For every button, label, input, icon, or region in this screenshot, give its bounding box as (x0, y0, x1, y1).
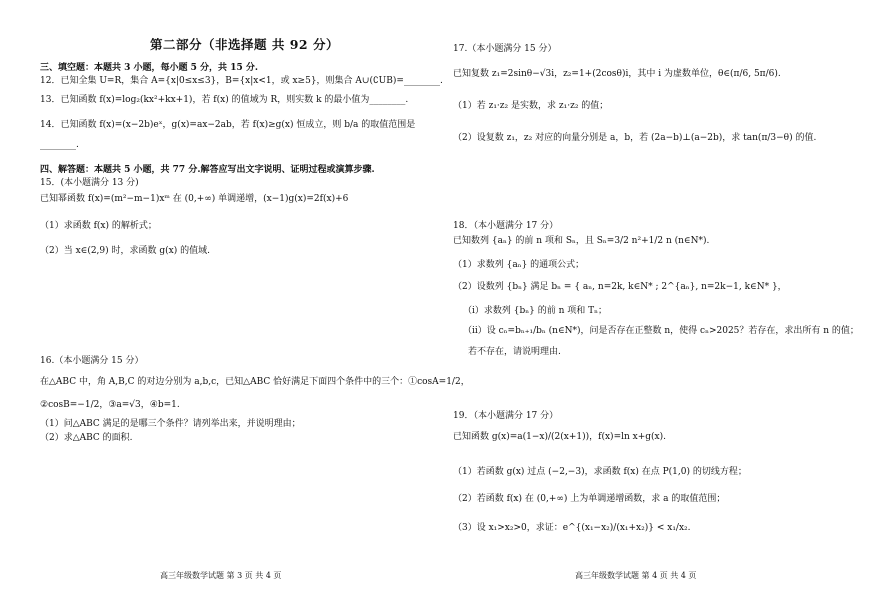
question-19-header: 19．（本小题满分 17 分） (453, 411, 559, 421)
question-16-stem: 在△ABC 中，角 A,B,C 的对边分别为 a,b,c，已知△ABC 恰好满足下面四个条件中的三个：①cosA=1/2， (40, 377, 470, 387)
part-title: 第二部分（非选择题 共 92 分） (150, 37, 339, 52)
question-16-part-2: （2）求△ABC 的面积. (40, 433, 133, 443)
question-19-part-2: （2）若函数 f(x) 在 (0,+∞) 上为单调递增函数，求 a 的取值范围； (453, 494, 726, 504)
question-14: 14．已知函数 f(x)=(x−2b)eˣ，g(x)=ax−2ab，若 f(x)≥g(x) 恒成立，则 b/a 的取值范围是 (40, 120, 416, 130)
page-footer-left: 高三年级数学试题 第 3 页 共 4 页 (160, 571, 282, 580)
question-16-part-1: （1）问△ABC 满足的是哪三个条件？请列举出来，并说明理由； (40, 419, 301, 429)
question-19-part-1: （1）若函数 g(x) 过点 (−2,−3)，求函数 f(x) 在点 P(1,0) 的切线方程； (453, 467, 747, 477)
question-18-part-2-ii: （ii）设 cₙ=bₙ₊₁/bₙ (n∈N*)，问是否存在正整数 n，使得 cₙ>2025？若存在，求出所有 n 的值； (463, 326, 859, 336)
question-15-stem: 已知幂函数 f(x)=(m²−m−1)xᵐ 在 (0,+∞) 单调递增，(x−1)g(x)=2f(x)+6 (40, 194, 349, 204)
question-18-part-1: （1）求数列 {aₙ} 的通项公式； (453, 260, 585, 270)
question-15-part-1: （1）求函数 f(x) 的解析式； (40, 221, 157, 231)
question-12: 12．已知全集 U=R，集合 A={x|0≤x≤3}，B={x|x<1，或 x≥5}，则集合 A∪(∁UB)=________. (40, 76, 443, 86)
question-18-header: 18．（本小题满分 17 分） (453, 221, 559, 231)
question-18-part-2-i: （i）求数列 {bₙ} 的前 n 项和 Tₙ； (463, 306, 607, 316)
question-18-stem: 已知数列 {aₙ} 的前 n 项和 Sₙ，且 Sₙ=3/2 n²+1/2 n (n∈N*). (453, 236, 710, 246)
question-17-stem: 已知复数 z₁=2sinθ−√3i，z₂=1+(2cosθ)i，其中 i 为虚数单位，θ∈(π/6, 5π/6). (453, 69, 781, 79)
question-13: 13．已知函数 f(x)=log₂(kx²+kx+1)，若 f(x) 的值域为 R，则实数 k 的最小值为________. (40, 95, 409, 105)
fill-blank-heading: 三、填空题：本题共 3 小题，每小题 5 分，共 15 分. (40, 63, 258, 73)
question-18-part-2-ii-tail: 若不存在，请说明理由. (468, 347, 561, 357)
question-17-part-1: （1）若 z₁·z₂ 是实数，求 z₁·z₂ 的值； (453, 101, 609, 111)
right-page (435, 0, 870, 611)
question-16-header: 16.（本小题满分 15 分） (40, 356, 144, 366)
question-17-header: 17.（本小题满分 15 分） (453, 44, 557, 54)
question-17-part-2: （2）设复数 z₁，z₂ 对应的向量分别是 a，b，若 (2a−b)⊥(a−2b)，求 tan(π/3−θ) 的值. (453, 133, 817, 143)
question-15-part-2: （2）当 x∈(2,9) 时，求函数 g(x) 的值域. (40, 246, 210, 256)
question-15-header: 15．(本小题满分 13 分) (40, 178, 139, 188)
question-14-blank: ________. (40, 140, 79, 150)
question-19-stem: 已知函数 g(x)=a(1−x)/(2(x+1))，f(x)=ln x+g(x). (453, 432, 666, 442)
question-18-part-2: （2）设数列 {bₙ} 满足 bₙ = { aₙ, n=2k, k∈N* ; 2^{aₙ}, n=2k−1, k∈N* }， (453, 282, 787, 292)
question-19-part-3: （3）设 x₁>x₂>0，求证：e^{(x₁−x₂)/(x₁+x₂)} < x₁/x₂. (453, 523, 691, 533)
answer-heading: 四、解答题：本题共 5 小题，共 77 分.解答应写出文字说明、证明过程或演算步骤. (40, 165, 375, 175)
question-16-conditions: ②cosB=−1/2，③a=√3，④b=1. (40, 400, 180, 410)
page-footer-right: 高三年级数学试题 第 4 页 共 4 页 (575, 571, 697, 580)
